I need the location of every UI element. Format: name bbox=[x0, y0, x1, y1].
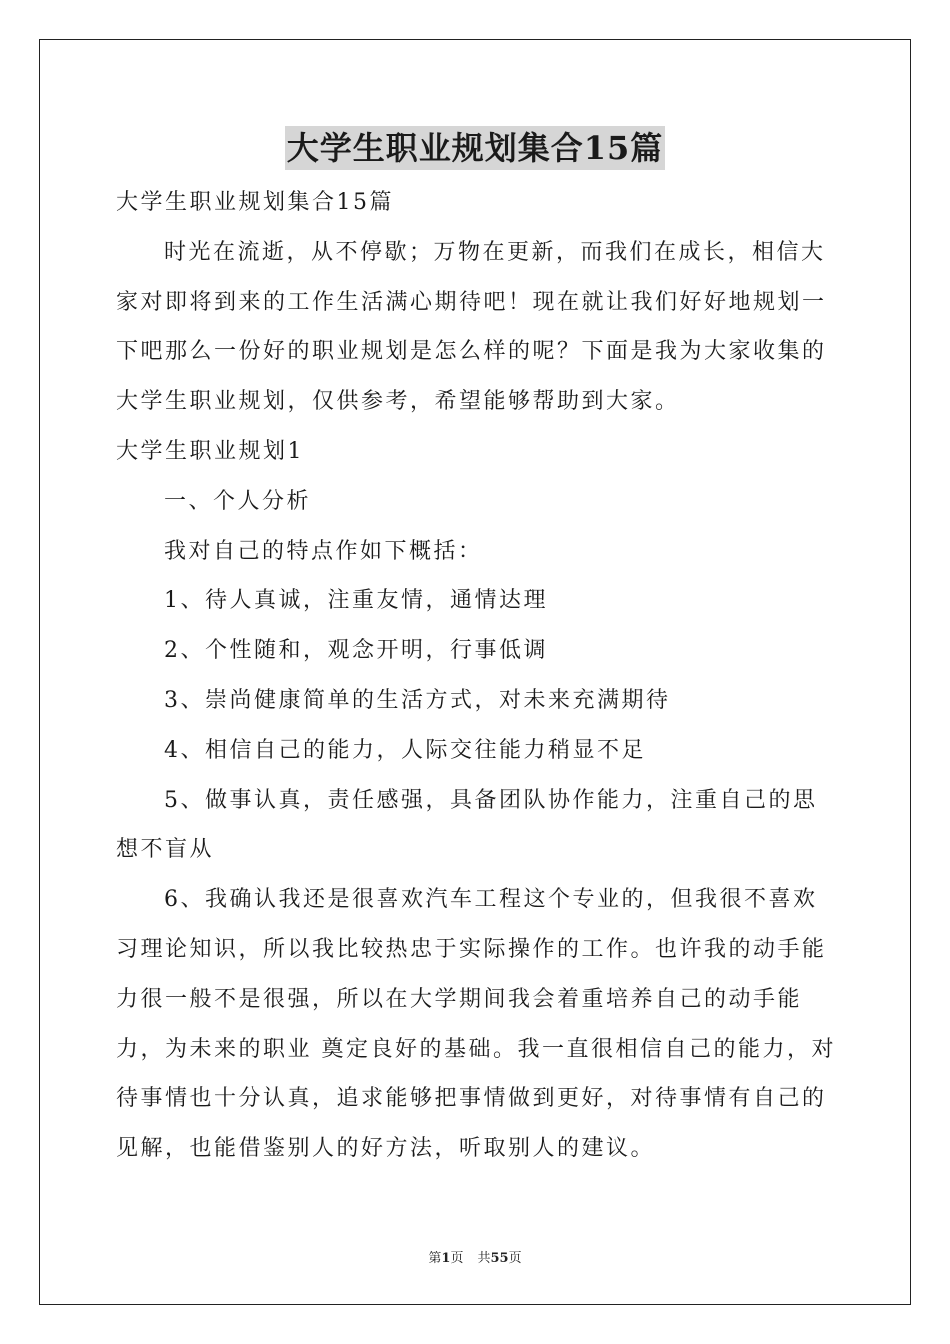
document-body bbox=[116, 178, 836, 1174]
body-paragraph: 2、个性随和，观念开明，行事低调 bbox=[164, 638, 548, 664]
body-paragraph: 4、相信自己的能力，人际交往能力稍显不足 bbox=[164, 737, 646, 763]
document-title: 大学生职业规划集合15篇 bbox=[285, 126, 666, 170]
body-paragraph: 时光在流逝，从不停歇；万物在更新，而我们在成长，相信大家对即将到来的工作生活满心期待吧！现在就让我们好好地规划一下吧那么一份好的职业规划是怎么样的呢？下面是我为大家收集的大学生职业规划，仅供参考，希望能够帮助到大家。 bbox=[116, 239, 827, 415]
page-label-suffix: 页 bbox=[450, 1251, 464, 1266]
total-label-suffix: 页 bbox=[508, 1251, 522, 1266]
body-paragraph: 大学生职业规划集合15篇 bbox=[116, 190, 394, 215]
body-paragraph: 3、崇尚健康简单的生活方式，对未来充满期待 bbox=[164, 687, 671, 713]
body-paragraph: 6、我确认我还是很喜欢汽车工程这个专业的，但我很不喜欢习理论知识，所以我比较热忠于实际操作的工作。也许我的动手能力很一般不是很强，所以在大学期间我会着重培养自己的动手能力，为未来的职业 奠定良好的基础。我一直很相信自己的能力，对待事情也十分认真，追求能够把事情做到更好，对待事情有自己的见解，也能借鉴别人的好方法，听取别人的建议。 bbox=[116, 887, 836, 1162]
title-container bbox=[0, 126, 950, 170]
body-paragraph: 1、待人真诚，注重友情，通情达理 bbox=[164, 588, 548, 614]
body-paragraph: 我对自己的特点作如下概括： bbox=[164, 538, 483, 564]
current-page-number: 1 bbox=[441, 1251, 451, 1266]
body-paragraph: 5、做事认真，责任感强，具备团队协作能力，注重自己的思想不盲从 bbox=[116, 787, 818, 863]
body-paragraph: 大学生职业规划1 bbox=[116, 438, 304, 464]
total-page-count: 55 bbox=[490, 1251, 509, 1266]
page-label-prefix: 第 bbox=[428, 1251, 442, 1266]
page-footer bbox=[0, 1247, 950, 1266]
total-label-prefix: 共 bbox=[477, 1251, 491, 1266]
body-paragraph: 一、个人分析 bbox=[164, 488, 312, 514]
